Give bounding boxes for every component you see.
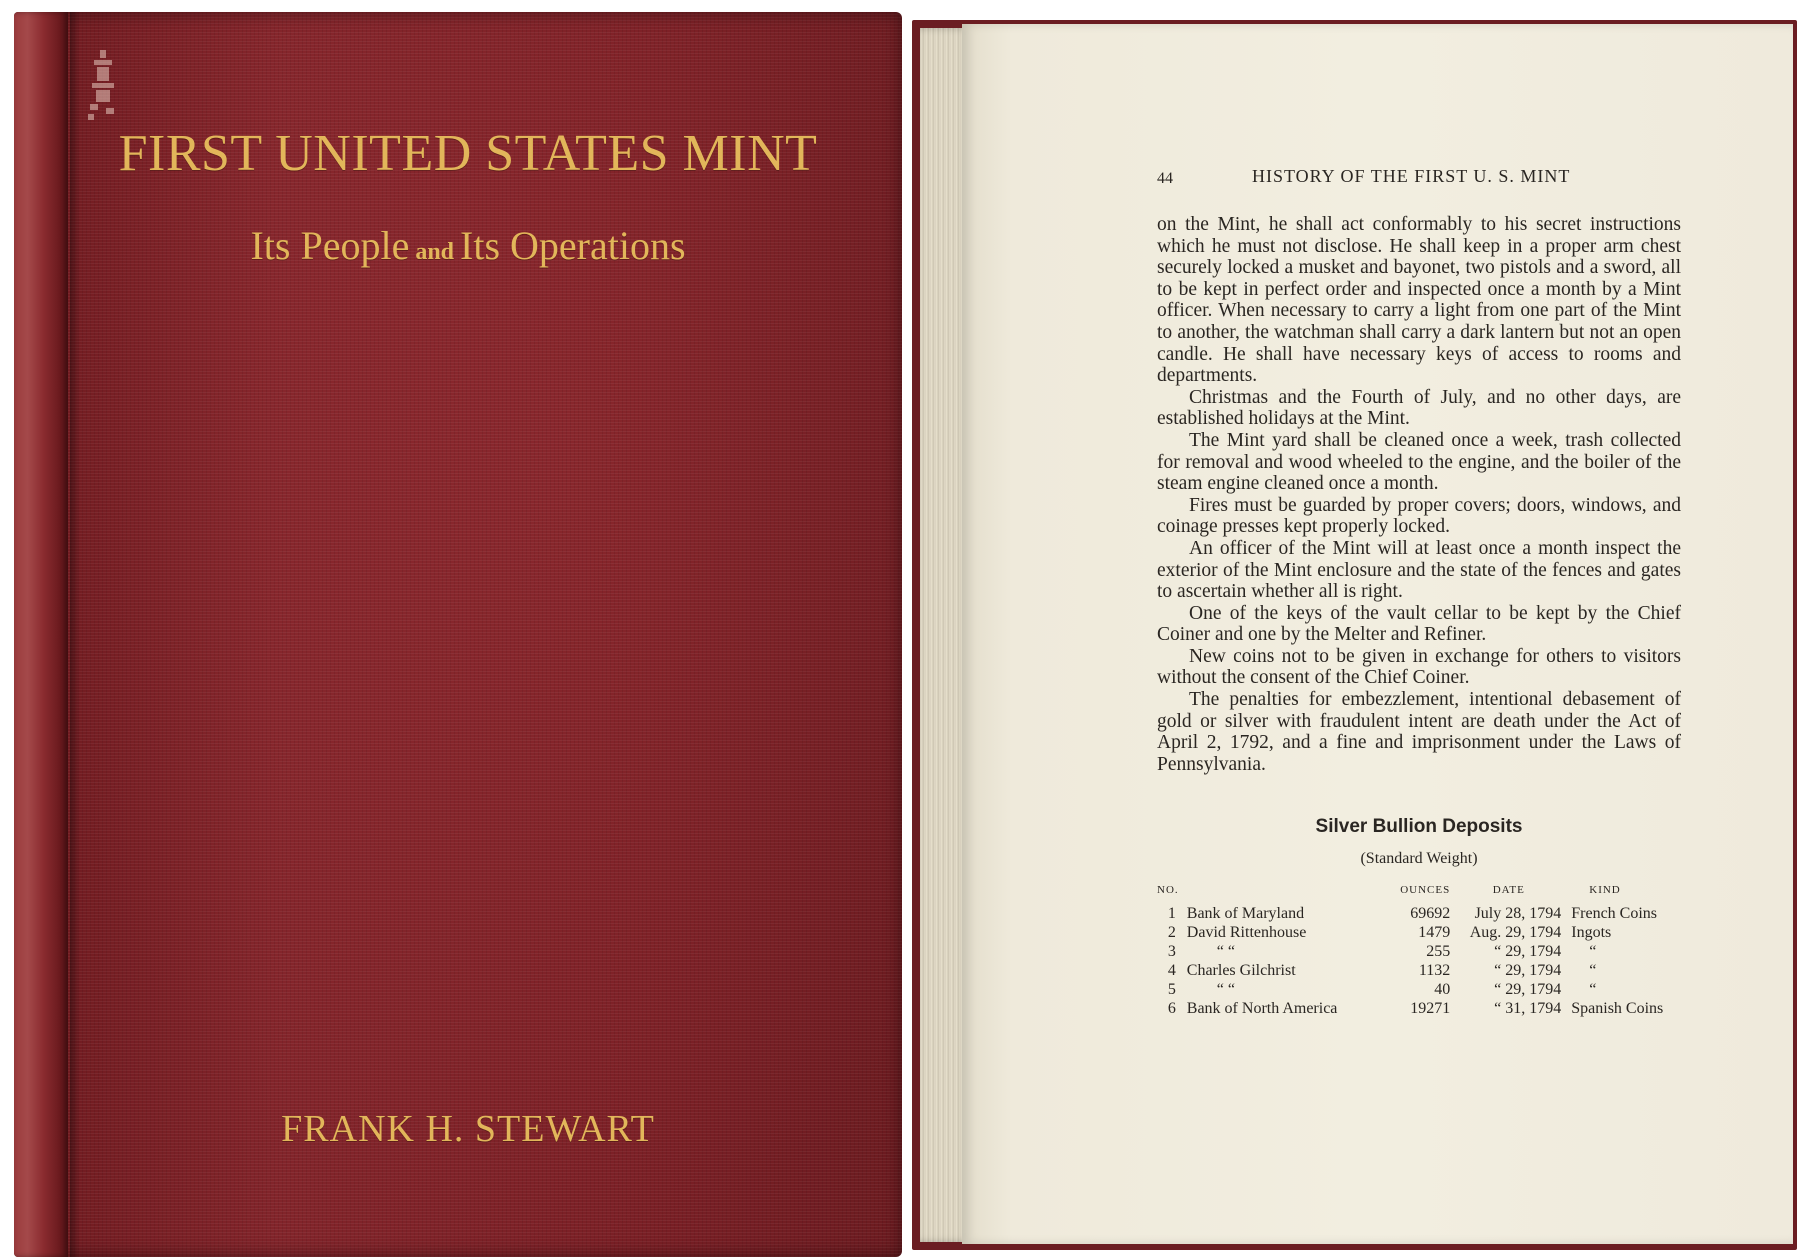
cell-name: “ “ — [1216, 981, 1235, 998]
cover-hinge — [70, 12, 80, 1257]
table-row — [1157, 961, 1687, 980]
cell-date: “ 29, 1794 — [1494, 981, 1562, 998]
cell-ounces: 40 — [1434, 981, 1451, 998]
cell-ounces: 1132 — [1418, 962, 1451, 979]
cell-kind: Spanish Coins — [1571, 1000, 1664, 1017]
cell-name: Charles Gilchrist — [1186, 962, 1296, 979]
cover-title: FIRST UNITED STATES MINT — [118, 125, 818, 182]
running-head — [962, 166, 1793, 190]
cell-ounces: 255 — [1426, 943, 1451, 960]
cell-kind: “ — [1589, 981, 1597, 998]
cell-ounces: 19271 — [1410, 1000, 1451, 1017]
paragraph: New coins not to be given in exchange for others to visitors without the consent of the Chief Coiner. — [1157, 645, 1681, 689]
cell-no: 4 — [1167, 962, 1176, 979]
cell-date: “ 31, 1794 — [1494, 1000, 1562, 1017]
cell-name: Bank of North America — [1186, 1000, 1338, 1017]
table-row — [1157, 999, 1687, 1018]
table-row — [1157, 942, 1687, 961]
cell-name: David Rittenhouse — [1186, 924, 1307, 941]
cell-kind: “ — [1589, 943, 1597, 960]
cell-date: Aug. 29, 1794 — [1469, 924, 1562, 941]
blind-stamp-mark — [86, 48, 120, 126]
cell-no: 6 — [1167, 1000, 1176, 1017]
spine-edge — [14, 12, 68, 1257]
cell-date: July 28, 1794 — [1474, 905, 1562, 922]
header-ounces: OUNCES — [1400, 884, 1451, 896]
paragraph: One of the keys of the vault cellar to be kept by the Chief Coiner and one by the Melter and Refiner. — [1157, 602, 1681, 646]
header-no: NO. — [1157, 884, 1179, 896]
table-row — [1157, 980, 1687, 999]
paragraph: An officer of the Mint will at least once a month inspect the exterior of the Mint enclosure and the state of the fences and gates to ascertain whether all is right. — [1157, 537, 1681, 603]
cell-no: 3 — [1167, 943, 1176, 960]
cell-no: 2 — [1167, 924, 1176, 941]
deposits-table — [1157, 884, 1687, 1018]
table-row — [1157, 923, 1687, 942]
cell-ounces: 1479 — [1418, 924, 1451, 941]
running-title: HISTORY OF THE FIRST U. S. MINT — [1252, 166, 1571, 186]
book-page — [962, 24, 1793, 1244]
cell-no: 1 — [1167, 905, 1176, 922]
table-title: Silver Bullion Deposits — [1315, 816, 1523, 837]
paragraph: Christmas and the Fourth of July, and no other days, are established holidays at the Mint. — [1157, 386, 1681, 430]
cell-date: “ 29, 1794 — [1494, 943, 1562, 960]
cell-kind: French Coins — [1571, 905, 1658, 922]
subtitle-and: and — [415, 239, 455, 265]
subtitle-part-2: Its Operations — [460, 223, 686, 268]
header-name — [1187, 884, 1397, 904]
cell-name: Bank of Maryland — [1186, 905, 1305, 922]
cover-author: FRANK H. STEWART — [281, 1108, 655, 1150]
cell-no: 5 — [1167, 981, 1176, 998]
cell-kind: “ — [1589, 962, 1597, 979]
header-date: DATE — [1492, 884, 1525, 896]
table-header-row — [1157, 884, 1687, 904]
cell-date: “ 29, 1794 — [1494, 962, 1562, 979]
paragraph: The Mint yard shall be cleaned once a week, trash collected for removal and wood wheeled to the engine, and the boiler of the steam engine cleaned once a month. — [1157, 429, 1681, 495]
cell-kind: Ingots — [1571, 924, 1612, 941]
paragraph: The penalties for embezzlement, intentional debasement of gold or silver with fraudulent intent are death under the Act of April 2, 1792, and a fine and imprisonment under the Laws of Pennsylvania. — [1157, 689, 1681, 775]
body-text — [1157, 214, 1681, 775]
header-kind: KIND — [1589, 884, 1621, 896]
subtitle-part-1: Its People — [250, 223, 410, 268]
table-row — [1157, 904, 1687, 923]
paragraph: Fires must be guarded by proper covers; doors, windows, and coinage presses kept properly locked. — [1157, 494, 1681, 538]
cell-name: “ “ — [1216, 943, 1235, 960]
paragraph: on the Mint, he shall act conformably to his secret instructions which he must not disclose. He shall keep in a proper arm chest securely locked a musket and bayonet, two pistols and a sword, all to be kept in perfect order and inspected once a month by a Mint officer. When necessary to carry a light from one part of the Mint to another, the watchman shall carry a dark lantern but not an open candle. He shall have necessary keys of access to rooms and departments. — [1157, 214, 1681, 387]
book-cover — [14, 12, 902, 1257]
cell-ounces: 69692 — [1410, 905, 1451, 922]
table-subtitle: (Standard Weight) — [1360, 850, 1478, 867]
open-book — [912, 20, 1797, 1250]
page-number: 44 — [1157, 170, 1173, 187]
cover-subtitle — [74, 222, 862, 269]
